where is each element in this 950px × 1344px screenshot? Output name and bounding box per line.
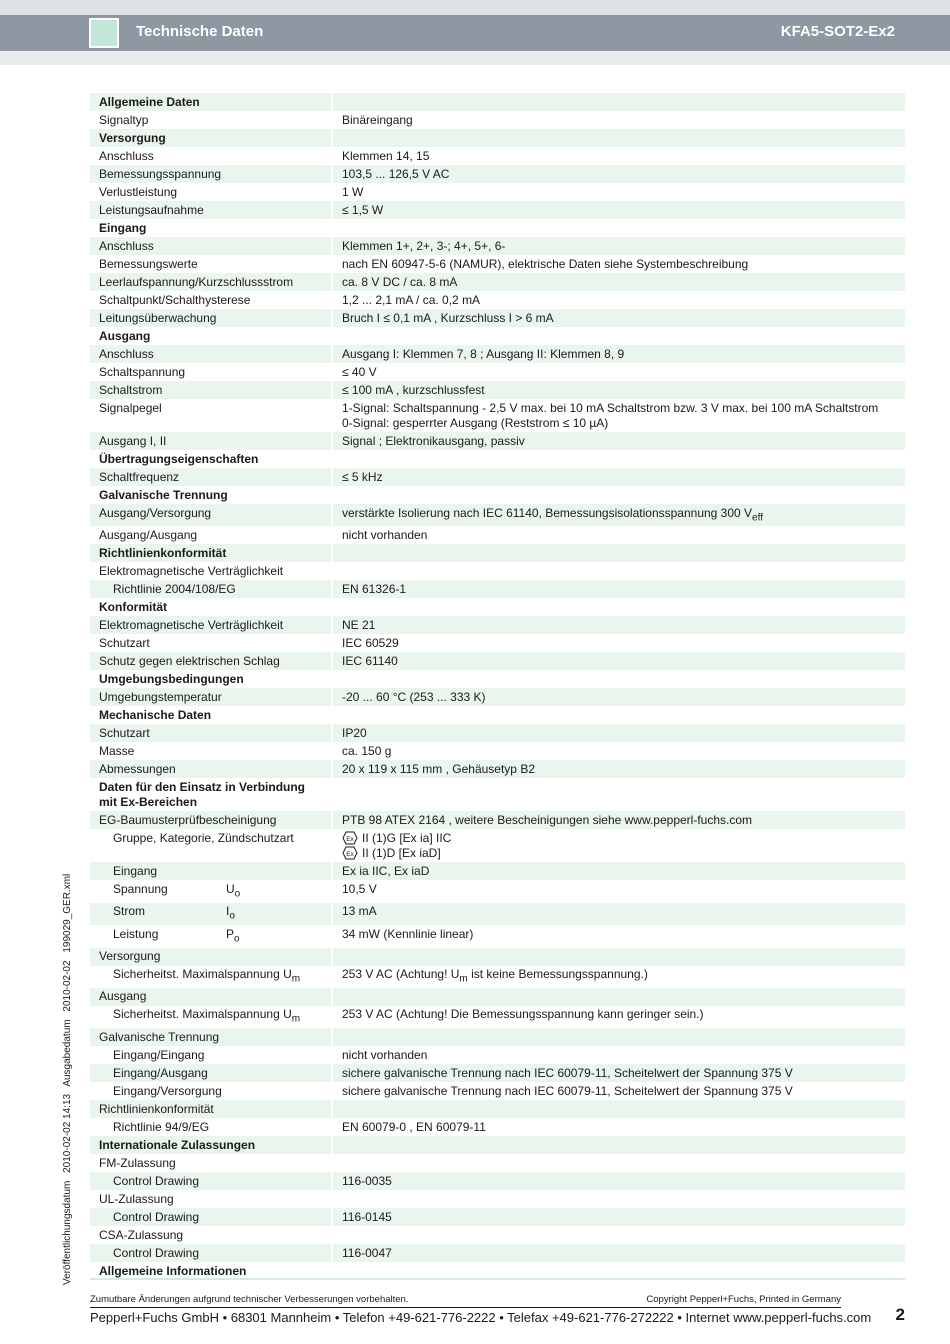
table-row bbox=[90, 1208, 905, 1226]
symbol-letter: U bbox=[226, 881, 235, 896]
table-row bbox=[90, 327, 905, 345]
row-label: Eingang/Ausgang bbox=[90, 1064, 332, 1082]
row-value bbox=[332, 399, 905, 432]
row-label: Schutzart bbox=[90, 724, 332, 742]
row-label: Ausgang I, II bbox=[90, 432, 332, 450]
row-value bbox=[332, 598, 905, 616]
row-value bbox=[332, 1154, 905, 1172]
row-value: Ex ia IIC, Ex iaD bbox=[332, 862, 905, 880]
ex-line bbox=[342, 846, 905, 861]
table-row bbox=[90, 345, 905, 363]
row-label: Allgemeine Daten bbox=[90, 93, 332, 111]
row-label: Gruppe, Kategorie, Zündschutzart bbox=[90, 829, 332, 862]
row-value bbox=[332, 562, 905, 580]
row-label: Anschluss bbox=[90, 237, 332, 255]
row-label: Schutzart bbox=[90, 634, 332, 652]
row-value bbox=[332, 778, 905, 811]
table-row bbox=[90, 966, 905, 988]
table-row bbox=[90, 219, 905, 237]
row-value: Binäreingang bbox=[342, 112, 413, 127]
value-subscript: eff bbox=[752, 511, 763, 523]
row-value bbox=[332, 1136, 905, 1154]
table-row bbox=[90, 724, 905, 742]
row-value bbox=[332, 129, 905, 147]
table-row bbox=[90, 1006, 905, 1028]
label-subscript: m bbox=[291, 973, 301, 985]
value-text: ist keine Bemessungsspannung.) bbox=[467, 967, 648, 982]
row-value: Ausgang I: Klemmen 7, 8 ; Ausgang II: Klemmen 8, 9 bbox=[332, 345, 905, 363]
row-value: Signal ; Elektronikausgang, passiv bbox=[332, 432, 905, 450]
table-row bbox=[90, 526, 905, 544]
table-row bbox=[90, 111, 905, 129]
page-header bbox=[0, 15, 950, 51]
row-value bbox=[332, 988, 905, 1006]
row-label: Versorgung bbox=[90, 948, 332, 966]
table-row bbox=[90, 399, 905, 432]
row-value: 10,5 V bbox=[342, 881, 377, 896]
table-row bbox=[90, 255, 905, 273]
table-row bbox=[90, 862, 905, 880]
row-value: 1,2 ... 2,1 mA / ca. 0,2 mA bbox=[342, 292, 481, 307]
row-value: ≤ 100 mA , kurzschlussfest bbox=[332, 381, 905, 399]
table-row bbox=[90, 1028, 905, 1046]
table-row bbox=[90, 486, 905, 504]
row-value: EN 61326-1 bbox=[332, 580, 905, 598]
table-row bbox=[90, 706, 905, 724]
table-row bbox=[90, 903, 905, 925]
label-subscript: m bbox=[291, 1013, 301, 1025]
table-row bbox=[90, 309, 905, 327]
row-label: Richtlinie 94/9/EG bbox=[90, 1118, 332, 1136]
row-label: Anschluss bbox=[90, 147, 332, 165]
symbol-subscript: o bbox=[234, 888, 241, 900]
table-row bbox=[90, 1082, 905, 1100]
row-label: Verlustleistung bbox=[90, 183, 332, 201]
row-value bbox=[332, 1190, 905, 1208]
table-row bbox=[90, 432, 905, 450]
param-name: Leistung bbox=[113, 926, 159, 941]
row-label: Mechanische Daten bbox=[90, 706, 332, 724]
value-line: 0-Signal: gesperrter Ausgang (Reststrom ≤ 10 µA) bbox=[342, 415, 609, 430]
row-label: Versorgung bbox=[90, 129, 332, 147]
row-value: ≤ 1,5 W bbox=[332, 201, 905, 219]
table-row bbox=[90, 1226, 905, 1244]
label-text: Sicherheitst. Maximalspannung U bbox=[113, 967, 292, 982]
row-label: Umgebungstemperatur bbox=[90, 688, 332, 706]
table-row bbox=[90, 381, 905, 399]
row-value bbox=[332, 670, 905, 688]
published-date: 2010-02-02 14:13 bbox=[62, 1093, 73, 1173]
table-row bbox=[90, 504, 905, 526]
param-pair bbox=[113, 927, 331, 946]
row-label: Umgebungsbedingungen bbox=[90, 670, 332, 688]
table-row bbox=[90, 468, 905, 486]
page-number: 2 bbox=[895, 1305, 905, 1324]
table-row bbox=[90, 129, 905, 147]
row-label: Anschluss bbox=[90, 345, 332, 363]
row-value: Klemmen 1+, 2+, 3-; 4+, 5+, 6- bbox=[332, 237, 905, 255]
row-value bbox=[332, 948, 905, 966]
row-value: -20 ... 60 °C (253 ... 333 K) bbox=[332, 688, 905, 706]
row-label: Bemessungsspannung bbox=[90, 165, 332, 183]
row-value: EN 60079-0 , EN 60079-11 bbox=[342, 1119, 486, 1134]
row-label: Leistungsaufnahme bbox=[90, 201, 332, 219]
row-label: Internationale Zulassungen bbox=[90, 1136, 332, 1154]
doc-id: 199029_GER.xml bbox=[62, 873, 73, 953]
symbol-letter: I bbox=[226, 904, 230, 919]
table-row bbox=[90, 880, 905, 902]
row-value bbox=[332, 450, 905, 468]
row-value: PTB 98 ATEX 2164 , weitere Bescheinigungen siehe www.pepperl-fuchs.com bbox=[332, 811, 905, 829]
table-row bbox=[90, 634, 905, 652]
row-label: Galvanische Trennung bbox=[90, 486, 332, 504]
param-symbol bbox=[226, 927, 240, 946]
table-row bbox=[90, 742, 905, 760]
table-row bbox=[90, 811, 905, 829]
row-value: 13 mA bbox=[332, 903, 905, 925]
table-row bbox=[90, 147, 905, 165]
row-value: 34 mW (Kennlinie linear) bbox=[342, 926, 474, 941]
row-value bbox=[332, 966, 905, 988]
value-subscript: m bbox=[459, 973, 468, 985]
row-label: Elektromagnetische Verträglichkeit bbox=[90, 562, 332, 580]
table-row bbox=[90, 273, 905, 291]
table-row bbox=[90, 291, 905, 309]
row-label: Ausgang/Ausgang bbox=[90, 526, 332, 544]
row-value: 116-0035 bbox=[332, 1172, 905, 1190]
footer-note: Zumutbare Änderungen aufgrund technischer Verbesserungen vorbehalten. bbox=[90, 1294, 409, 1305]
table-row bbox=[90, 598, 905, 616]
row-value bbox=[332, 1100, 905, 1118]
row-label: Ausgang bbox=[90, 988, 332, 1006]
svg-text:Ex: Ex bbox=[346, 851, 354, 859]
param-pair bbox=[113, 904, 331, 923]
row-value: Klemmen 14, 15 bbox=[342, 148, 430, 163]
row-label bbox=[90, 925, 332, 947]
row-value: 253 V AC (Achtung! Die Bemessungsspannung kann geringer sein.) bbox=[342, 1007, 704, 1022]
row-value: ≤ 5 kHz bbox=[332, 468, 905, 486]
label-text: Sicherheitst. Maximalspannung U bbox=[113, 1007, 292, 1022]
row-label bbox=[90, 1006, 332, 1028]
table-row bbox=[90, 1244, 905, 1262]
row-value: 116-0145 bbox=[332, 1208, 905, 1226]
row-label: Signalpegel bbox=[90, 399, 332, 432]
table-row bbox=[90, 1136, 905, 1154]
row-label: Abmessungen bbox=[90, 760, 332, 778]
row-value: 103,5 ... 126,5 V AC bbox=[332, 165, 905, 183]
row-value bbox=[332, 706, 905, 724]
row-label: Richtlinie 2004/108/EG bbox=[90, 580, 332, 598]
ex-marking: II (1)D [Ex iaD] bbox=[362, 845, 441, 860]
row-label: Übertragungseigenschaften bbox=[90, 450, 332, 468]
table-row bbox=[90, 363, 905, 381]
row-label: Masse bbox=[90, 742, 332, 760]
row-label: Ausgang/Versorgung bbox=[90, 504, 332, 526]
table-row bbox=[90, 450, 905, 468]
footer-divider bbox=[90, 1307, 841, 1308]
row-label: Eingang bbox=[90, 219, 332, 237]
table-bottom-line bbox=[90, 1278, 905, 1280]
row-label bbox=[90, 966, 332, 988]
row-value bbox=[332, 1028, 905, 1046]
table-row bbox=[90, 1064, 905, 1082]
table-row bbox=[90, 183, 905, 201]
row-value: IEC 61140 bbox=[332, 652, 905, 670]
value-text: verstärkte Isolierung nach IEC 61140, Bemessungsisolationsspannung 300 V bbox=[342, 505, 753, 520]
row-value: 116-0047 bbox=[332, 1244, 905, 1262]
table-row bbox=[90, 688, 905, 706]
row-label: Control Drawing bbox=[90, 1172, 332, 1190]
row-value bbox=[332, 504, 905, 526]
row-value: 1 W bbox=[342, 184, 364, 199]
row-label: Schaltstrom bbox=[90, 381, 332, 399]
table-row bbox=[90, 562, 905, 580]
row-value: ca. 8 V DC / ca. 8 mA bbox=[332, 273, 905, 291]
row-label: CSA-Zulassung bbox=[90, 1226, 332, 1244]
row-label: Leerlaufspannung/Kurzschlussstrom bbox=[90, 273, 332, 291]
row-label: Richtlinienkonformität bbox=[90, 544, 332, 562]
issue-label: Ausgabedatum bbox=[62, 1019, 73, 1087]
row-value: Bruch I ≤ 0,1 mA , Kurzschluss I > 6 mA bbox=[332, 309, 905, 327]
value-text: 253 V AC (Achtung! U bbox=[342, 967, 460, 982]
published-label: Veröffentlichungsdatum bbox=[62, 1180, 73, 1285]
symbol-subscript: o bbox=[234, 933, 240, 945]
symbol-letter: P bbox=[226, 926, 235, 941]
param-pair bbox=[113, 882, 331, 901]
table-row bbox=[90, 652, 905, 670]
label-line: mit Ex-Bereichen bbox=[99, 794, 198, 809]
label-line: Daten für den Einsatz in Verbindung bbox=[99, 779, 306, 794]
table-row bbox=[90, 670, 905, 688]
row-label: Eingang/Versorgung bbox=[90, 1082, 332, 1100]
table-row bbox=[90, 1190, 905, 1208]
row-label: Ausgang bbox=[90, 327, 332, 345]
symbol-subscript: o bbox=[229, 910, 235, 922]
row-label bbox=[90, 880, 332, 902]
side-metadata bbox=[62, 873, 73, 1285]
row-value: sichere galvanische Trennung nach IEC 60079-11, Scheitelwert der Spannung 375 V bbox=[342, 1083, 793, 1098]
row-value bbox=[332, 93, 905, 111]
header-subbar bbox=[0, 51, 950, 65]
row-label: Bemessungswerte bbox=[90, 255, 332, 273]
row-label bbox=[90, 903, 332, 925]
table-row bbox=[90, 778, 905, 811]
row-label: Elektromagnetische Verträglichkeit bbox=[90, 616, 332, 634]
row-value: nach EN 60947-5-6 (NAMUR), elektrische Daten siehe Systembeschreibung bbox=[342, 256, 749, 271]
row-label: Eingang bbox=[90, 862, 332, 880]
row-value: NE 21 bbox=[332, 616, 905, 634]
ex-line bbox=[342, 831, 905, 846]
table-row bbox=[90, 616, 905, 634]
row-value: sichere galvanische Trennung nach IEC 60079-11, Scheitelwert der Spannung 375 V bbox=[332, 1064, 905, 1082]
header-logo-box bbox=[89, 18, 119, 48]
footer-copyright: Copyright Pepperl+Fuchs, Printed in Germany bbox=[646, 1294, 841, 1305]
table-row bbox=[90, 829, 905, 862]
product-name: KFA5-SOT2-Ex2 bbox=[780, 23, 895, 40]
section-title: Technische Daten bbox=[136, 23, 264, 40]
param-name: Strom bbox=[113, 904, 146, 919]
row-label: Richtlinienkonformität bbox=[90, 1100, 332, 1118]
table-row bbox=[90, 1172, 905, 1190]
row-value: IP20 bbox=[332, 724, 905, 742]
row-label: Leitungsüberwachung bbox=[90, 309, 332, 327]
table-row bbox=[90, 93, 905, 111]
table-row bbox=[90, 580, 905, 598]
row-value: ≤ 40 V bbox=[342, 364, 377, 379]
row-label: Schutz gegen elektrischen Schlag bbox=[90, 652, 332, 670]
ex-hexagon-icon bbox=[342, 846, 358, 860]
row-value: ca. 150 g bbox=[342, 743, 392, 758]
row-value: nicht vorhanden bbox=[342, 1047, 428, 1062]
param-symbol bbox=[226, 904, 235, 923]
row-value bbox=[332, 544, 905, 562]
row-label: Signaltyp bbox=[90, 111, 332, 129]
row-value bbox=[332, 829, 905, 862]
issue-date: 2010-02-02 bbox=[62, 960, 73, 1012]
value-line: 1-Signal: Schaltspannung - 2,5 V max. bei 10 mA Schaltstrom bzw. 3 V max. bei 100 mA Schaltstrom bbox=[342, 400, 879, 415]
table-row bbox=[90, 201, 905, 219]
row-label: FM-Zulassung bbox=[90, 1154, 332, 1172]
row-label: Konformität bbox=[90, 598, 332, 616]
table-row bbox=[90, 544, 905, 562]
row-label: Schaltfrequenz bbox=[90, 468, 332, 486]
row-label: Control Drawing bbox=[90, 1244, 332, 1262]
table-row bbox=[90, 1100, 905, 1118]
row-value bbox=[332, 486, 905, 504]
table-row bbox=[90, 165, 905, 183]
row-label: EG-Baumusterprüfbescheinigung bbox=[90, 811, 332, 829]
row-label: Control Drawing bbox=[90, 1208, 332, 1226]
table-row bbox=[90, 1118, 905, 1136]
footer-address: Pepperl+Fuchs GmbH • 68301 Mannheim • Telefon +49-621-776-2222 • Telefax +49-621-776-272222 • Internet www.pepperl-fuchs.com bbox=[90, 1310, 872, 1325]
row-label: UL-Zulassung bbox=[90, 1190, 332, 1208]
table-row bbox=[90, 1046, 905, 1064]
row-value: nicht vorhanden bbox=[342, 527, 428, 542]
row-label: Allgemeine Informationen bbox=[90, 1262, 332, 1280]
row-value bbox=[332, 219, 905, 237]
svg-text:Ex: Ex bbox=[346, 836, 354, 844]
spec-table bbox=[90, 93, 905, 1280]
table-row bbox=[90, 237, 905, 255]
ex-hexagon-icon bbox=[342, 831, 358, 845]
row-label: Schaltspannung bbox=[90, 363, 332, 381]
ex-marking: II (1)G [Ex ia] IIC bbox=[362, 830, 452, 845]
top-strip bbox=[0, 0, 950, 15]
row-label: Schaltpunkt/Schalthysterese bbox=[90, 291, 332, 309]
table-row bbox=[90, 1154, 905, 1172]
row-label: Eingang/Eingang bbox=[90, 1046, 332, 1064]
param-symbol bbox=[226, 882, 240, 901]
table-row bbox=[90, 988, 905, 1006]
row-label: Galvanische Trennung bbox=[90, 1028, 332, 1046]
row-value: 20 x 119 x 115 mm , Gehäusetyp B2 bbox=[332, 760, 905, 778]
table-row bbox=[90, 925, 905, 947]
row-value bbox=[332, 327, 905, 345]
table-row bbox=[90, 948, 905, 966]
row-value bbox=[332, 1226, 905, 1244]
row-label bbox=[90, 778, 332, 811]
param-name: Spannung bbox=[113, 881, 168, 896]
row-value: IEC 60529 bbox=[342, 635, 399, 650]
table-row bbox=[90, 760, 905, 778]
